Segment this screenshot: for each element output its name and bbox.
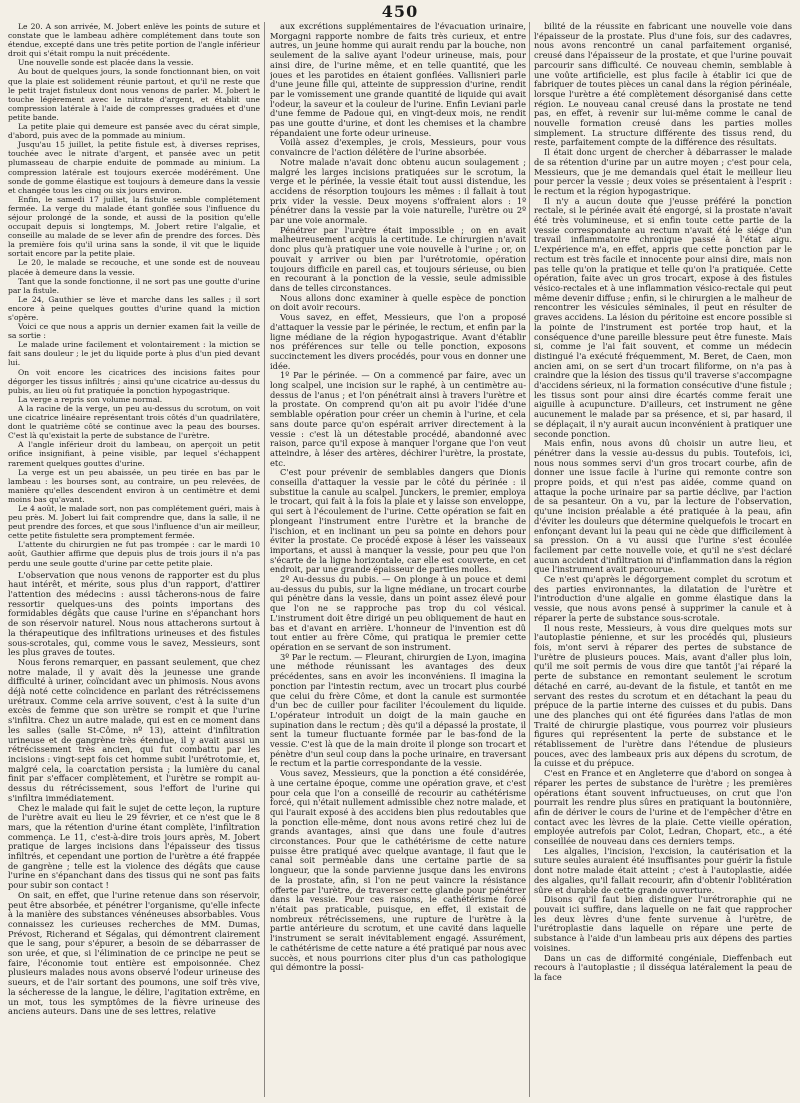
paragraph: Au bout de quelques jours, la sonde fonctionnant bien, on voit que la plaie est solidement réunie partout, et qu'il ne reste que le petit trajet fistuleux dont nous venons de parler. M. Jobert le touche légèrement avec le nitrate d'argent, et établit une compression latérale à l'aide de compresses graduées et d'une petite bande. <box>8 67 260 122</box>
paragraph: Disons qu'il faut bien distinguer l'urétroraphie qui ne pouvait ici suffire, dans laquelle on ne fait que rapprocher les deux lèvres d'une fente survenue à l'urètre, de l'urétroplastie dans laquelle on répare une perte de substance à l'aide d'un lambeau pris aux dépens des parties voisines. <box>534 894 792 953</box>
paragraph: 3º Par le rectum. — Fleurant, chirurgien de Lyon, imagina une méthode réunissant les avantages des deux précédentes, sans en avoir les inconvéniens. Il imagina la ponction par l'intestin rectum, avec un trocart plus courbé que celui du frère Côme, et dont la canule est surmontée d'un bec de cuiller pour faciliter l'écoulement du liquide. L'opérateur introduit un doigt de la main gauche en supination dans le rectum ; dès qu'il a dépassé la prostate, il sent la tumeur fluctuante formée par le bas-fond de la vessie. C'est là que de la main droite il plonge son trocart et pénètre d'un seul coup dans la poche urinaire, en traversant le rectum et la partie correspondante de la vessie. <box>270 651 526 769</box>
paragraph: Le 20. A son arrivée, M. Jobert enlève les points de suture et constate que le lambeau adhère complétement dans toute son étendue, excepté dans une très petite portion de l'angle inférieur droit qui s'était rompu la nuit précédente. <box>8 22 260 59</box>
paragraph: Le 4 août, le malade sort, non pas complétement guéri, mais à peu près. M. Jobert lui fait comprendre que, dans la salle, il ne peut prendre des forces, et que sous l'influence d'un air meilleur, cette petite fistulette sera promptement fermée. <box>8 503 260 541</box>
paragraph: Dans un cas de difformité congéniale, Dieffenbach eut recours à l'autoplastie ; il disséqua latéralement la peau de la face <box>534 952 792 982</box>
paragraph: Notre malade n'avait donc obtenu aucun soulagement ; malgré les larges incisions pratiquées sur le scrotum, la verge et le périnée, la vessie était tout aussi distendue, les accidens de résorption toujours les mêmes : il fallait à tout prix vider la vessie. Deux moyens s'offraient alors : 1º pénétrer dans la vessie par la voie naturelle, l'urètre ou 2º par une voie anormale. <box>270 156 526 226</box>
paragraph: Le 24, Gauthier se lève et marche dans les salles ; il sort encore à peine quelques gouttes d'urine quand la miction s'opère. <box>8 294 260 322</box>
paragraph: Il nous reste, Messieurs, à vous dire quelques mots sur l'autoplastie pénienne, et sur les procédés qui, plusieurs fois, m'ont servi à réparer des pertes de substance de l'urètre de plusieurs pouces. Mais, avant d'aller plus loin, qu'il me soit permis de vous dire que tantôt j'ai réparé la perte de substance en remontant seulement le scrotum détaché en carré, au-devant de la fistule, et tantôt en me servant des restes du scrotum et en détachant la peau du prépuce de la partie interne des cuisses et du pubis. Dans une des planches qui ont été figurées dans l'atlas de mon Traité de chirurgie plastique, vous pourrez voir plusieurs figures qui représentent la perte de substance et le rétablissement de l'urètre dans l'étendue de plusieurs pouces, avec des lambeaux pris aux dépens du scrotum, de la cuisse et du prépuce. <box>534 622 792 769</box>
paragraph: bilité de la réussite en fabricant une nouvelle voie dans l'épaisseur de la prostate. Plus d'une fois, sur des cadavres, nous avons rencontré un canal parfaitement organisé, creusé dans l'épaisseur de la prostate, et que l'urine pouvait parcourir sans difficulté. Ce nouveau chemin, semblable à une voûte artificielle, est plus facile à établir ici que de fabriquer de toutes pièces un canal dans la région périnéale, lorsque l'urètre a été complètement désorganisé dans cette région. Le nouveau canal creusé dans la prostate ne tend pas, en effet, à revenir sur lui-même comme le canal de nouvelle formation creusé dans les parties molles simplement. La structure différente des tissus rend, du reste, parfaitement compte de la différence des résultats. <box>534 22 792 148</box>
paragraph: Une nouvelle sonde est placée dans la vessie. <box>18 58 194 68</box>
paragraph: Mais enfin, nous avons dû choisir un autre lieu, et pénétrer dans la vessie au-dessus du pubis. Toutefois, ici, nous nous sommes servi d'un gros trocart courbe, afin de donner une issue facile à l'urine qui remonte contre son propre poids, et qui n'est pas aidée, comme quand on attaque la poche urinaire par sa partie déclive, par l'action de sa pesanteur. On a vu, par la lecture de l'observation, qu'une incision préalable a été pratiquée à la peau, afin d'éviter les douleurs que détermine quelquefois le trocart en enfonçant devant lui la peau qui ne cède que difficilement à sa pression. On a vu aussi que l'urine s'est écoulée facilement par cette nouvelle voie, et qu'il ne s'est déclaré aucun accident d'infiltration ni d'inflammation dans la région que l'instrument avait parcourue. <box>534 438 792 575</box>
paragraph: Enfin, le samedi 17 juillet, la fistule semble complétement fermée. La verge du malade étant gonflée sous l'influence du séjour prolongé de la sonde, et aussi de la position qu'elle occupait depuis si longtemps, M. Jobert retire l'algalie, et conseille au malade de se lever afin de prendre des forces. Dès la première fois qu'il urina sans la sonde, il vit que le liquide sortait encore par la petite plaie. <box>8 194 260 259</box>
paragraph: La verge a repris son volume normal. <box>18 394 163 404</box>
paragraph: 2º Au-dessus du pubis. — On plonge à un pouce et demi au-dessus du pubis, sur la ligne médiane, un trocart courbe qui pénètre dans la vessie, dans un point assez élevé pour que l'on ne se rapproche pas trop du col vésical. L'instrument doit être dirigé un peu obliquement de haut en bas et d'avant en arrière. L'honneur de l'invention est dû tout entier au frère Côme, qui pratiqua le premier cette opération en se servant de son instrument. <box>270 574 526 652</box>
paragraph: Tant que la sonde fonctionne, il ne sort pas une goutte d'urine par la fistule. <box>8 276 260 295</box>
paragraph: A l'angle inférieur droit du lambeau, on aperçoit un petit orifice insignifiant, à peine visible, par lequel s'échappent rarement quelques gouttes d'urine. <box>8 440 260 468</box>
paragraph: L'attente du chirurgien ne fut pas trompée : car le mardi 10 août, Gauthier affirme que depuis plus de trois jours il n'a pas perdu une seule goutte d'urine par cette petite plaie. <box>8 540 260 568</box>
paragraph: La verge est un peu abaissée, un peu tirée en bas par le lambeau : les bourses sont, au contraire, un peu relevées, de manière qu'elles descendent environ à un centimètre et demi moins bas qu'avant. <box>8 467 260 504</box>
paragraph: Le 20, le malade se recouche, et une sonde est de nouveau placée à demeure dans la vessie. <box>8 258 260 277</box>
paragraph: On voit encore les cicatrices des incisions faites pour dégorger les tissus infiltrés ; ainsi qu'une cicatrice au-dessus du pubis, au lieu où fut pratiquée la ponction hypogastrique. <box>8 367 260 395</box>
paragraph: Ce n'est qu'après le dégorgement complet du scrotum et des parties environnantes, la dilatation de l'urètre et l'introduction d'une algalie en gomme élastique dans la vessie, que nous avons pensé à supprimer la canule et à réparer la perte de substance sous-scrotale. <box>534 574 792 623</box>
paragraph: aux excrétions supplémentaires de l'évacuation urinaire, Morgagni rapporte nombre de faits très curieux, et entre autres, un jeune homme qui aurait rendu par la bouche, non seulement de la salive ayant l'odeur urineuse, mais, pour ainsi dire, de l'urine même, et en telle quantité, que les joues et les parotides en étaient gonflées. Vallisnieri parle d'une jeune fille qui, atteinte de suppression d'urine, rendit par le vomissement une grande quantité de liquide qui avait l'odeur, la saveur et la couleur de l'urine. Enfin Leviani parle d'une femme de Padoue qui, en vingt-deux mois, ne rendit pas une goutte d'urine, et dont les chemises et la chambre répandaient une forte odeur urineuse. <box>270 22 526 138</box>
paragraph: C'est en France et en Angleterre que d'abord on songea à réparer les pertes de substance de l'urètre ; les premières opérations étant souvent infructueuses, on crut que l'on pourrait les rendre plus sûres en pratiquant la boutonnière, afin de dériver le cours de l'urine et de l'empêcher d'être en contact avec les lèvres de la plaie. Cette vieille opération, employée autrefois par Colot, Ledran, Chopart, etc., a été conseillée de nouveau dans ces derniers temps. <box>534 768 792 847</box>
paragraph: Le malade urine facilement et volontairement : la miction se fait sans douleur ; le jet du liquide porte à plus d'un pied devant lui. <box>8 340 260 368</box>
text-column-middle <box>270 22 526 1097</box>
paragraph: Nous allons donc examiner à quelle espèce de ponction on doit avoir recours. <box>270 292 526 313</box>
paragraph: Les algalies, l'incision, l'excision, la cautérisation et la suture seules auraient été insuffisantes pour guérir la fistule dont notre malade était atteint ; c'est à l'autoplastie, aidée des algalies, qu'il fallait recourir, afin d'obtenir l'oblitération sûre et durable de cette grande ouverture. <box>534 845 792 895</box>
paragraph: 1º Par le périnée. — On a commencé par faire, avec un long scalpel, une incision sur le raphé, à un centimètre au-dessus de l'anus ; et l'on pénétrait ainsi à travers l'urètre et la prostate. On comprend qu'on ait pu avoir l'idée d'une semblable opération pour créer un chemin à l'urine, et cela sans doute parce qu'on espérait arriver directement à la vessie : c'est là un détestable procédé, abandonné avec raison, parce qu'il expose à manquer l'organe que l'on veut atteindre, à léser des artères, déchirer l'urètre, la prostate, etc. <box>270 370 526 468</box>
paragraph: Vous savez, en effet, Messieurs, que l'on a proposé d'attaquer la vessie par le périnée, le rectum, et enfin par la ligne médiane de la région hypogastrique. Avant d'établir nos préférences sur telle ou telle ponction, exposons succinctement les divers procédés, pour vous en donner une idée. <box>270 312 526 371</box>
paragraph: Voilà assez d'exemples, je crois, Messieurs, pour vous convaincre de l'action délétère de l'urine absorbée. <box>270 137 526 158</box>
paragraph: Pénétrer par l'urètre était impossible ; on en avait malheureusement acquis la certitude. Le chirurgien n'avait donc plus qu'à pratiquer une voie nouvelle à l'urine ; or, on pouvait y arriver ou bien par l'urétrotomie, opération toujours difficile en pareil cas, et toujours sérieuse, ou bien en recourant à la ponction de la vessie, seule admissible dans de telles circonstances. <box>270 224 526 293</box>
paragraph: Il était donc urgent de chercher à débarrasser le malade de sa rétention d'urine par un autre moyen ; c'est pour cela, Messieurs, que je me demandais quel était le meilleur lieu pour percer la vessie ; deux voies se présentaient à l'esprit : le rectum et la région hypogastrique. <box>534 147 792 196</box>
paragraph: A la racine de la verge, un peu au-dessus du scrotum, on voit une cicatrice linéaire représentant trois côtés d'un quadrilatère, dont le quatrième côté se continue avec la peau des bourses. C'est là qu'existait la perte de substance de l'urètre. <box>8 403 260 441</box>
paragraph: C'est pour prévenir de semblables dangers que Dionis conseilla d'attaquer la vessie par le côté du périnée : il substitue la canule au scalpel. Junckers, le premier, employa le trocart, qui fait à la fois la plaie et y laisse son enveloppe, qui sert à l'écoulement de l'urine. Cette opération se fait en plongeant l'instrument entre l'urètre et la branche de l'ischion, et en inclinant un peu sa pointe en dehors pour éviter la prostate. Ce procédé expose à léser les vaisseaux importans, et aussi à manquer la vessie, pour peu que l'on s'écarte de la ligne horizontale, car elle est couverte, en cet endroit, par une grande épaisseur de parties molles. <box>270 467 526 575</box>
paragraph: Chez le malade qui fait le sujet de cette leçon, la rupture de l'urètre avait eu lieu le 29 février, et ce n'est que le 8 mars, que la rétention d'urine étant complète, l'infiltration commença. Le 11, c'est-à-dire trois jours après, M. Jobert pratique de larges incisions dans l'épaisseur des tissus infiltrés, et cependant une portion de l'urètre a été frappée de gangrène ; telle est la violence des dégâts que cause l'urine en s'épanchant dans des tissus qui ne sont pas faits pour subir son contact ! <box>8 802 260 891</box>
text-column-right <box>534 22 792 1097</box>
text-column-left <box>8 22 260 1097</box>
column-divider <box>529 22 530 1097</box>
paragraph: Vous savez, Messieurs, que la ponction a été considérée, à une certaine époque, comme une opération grave, et c'est pour cela que l'on a conseillé de recourir au cathétérisme forcé, qui n'était nullement admissible chez notre malade, et qui l'aurait exposé à des accidens bien plus redoutables que la ponction elle-même, dont nous avons retiré chez lui de grands avantages, ainsi que dans une foule d'autres circonstances. Pour que le cathétérisme de cette nature puisse être pratiqué avec quelque avantage, il faut que le canal soit perméable dans une certaine partie de sa longueur, que la sonde parvienne jusque dans les environs de la prostate, afin, si l'on ne peut vaincre la résistance offerte par l'urètre, de traverser cette glande pour pénétrer dans la vessie. Pour ces raisons, le cathétérisme forcé n'était pas praticable, puisque, en effet, il existait de nombreux rétrécissemens, une rupture de l'urètre à la partie antérieure du scrotum, et une cavité dans laquelle l'instrument se serait inévitablement engagé. Assurément, le cathétérisme de cette nature a été pratiqué par nous avec succès, et nous pourrions citer plus d'un cas pathologique qui démontre la possi- <box>270 768 526 973</box>
paragraph: Jusqu'au 15 juillet, la petite fistule est, à diverses reprises, touchée avec le nitrate d'argent, et pansée avec un petit plumasseau de charpie enduite de pommade au minium. La compression latérale est toujours exercée modérément. Une sonde de gomme élastique est toujours à demeure dans la vessie et changée tous les cinq ou six jours environ. <box>8 140 260 195</box>
paragraph: L'observation que nous venons de rapporter est du plus haut intérêt, et mérite, sous plus d'un rapport, d'attirer l'attention des médecins : aussi tâcherons-nous de faire ressortir quelques-uns des points importans des formidables dégâts que cause l'urine en s'épanchant hors de son réservoir naturel. Nous nous attacherons surtout à la thérapeutique des infiltrations urineuses et des fistules sous-scrotales, qui, comme vous le savez, Messieurs, sont les plus graves de toutes. <box>8 569 260 658</box>
paragraph: Voici ce que nous a appris un dernier examen fait la veille de sa sortie : <box>8 322 260 341</box>
paragraph: On sait, en effet, que l'urine retenue dans son réservoir, peut être absorbée, et pénétrer l'organisme, qu'elle infecte à la manière des substances vénéneuses absorbables. Vous connaissez les curieuses recherches de MM. Dumas, Prévost, Richerand et Ségalas, qui démontrent clairement que le sang, pour s'épurer, a besoin de se débarrasser de son urée, et que, si l'élimination de ce principe ne peut se faire, l'économie tout entière est empoisonnée. Chez plusieurs malades nous avons observé l'odeur urineuse des sueurs, et de l'air sortant des poumons, une soif très vive, la sécheresse de la langue, le délire, l'agitation extrême, en un mot, tous les symptômes de la fièvre urineuse des anciens auteurs. Dans une de ses lettres, relative <box>8 889 260 1017</box>
paragraph: La petite plaie qui demeure est pansée avec du cérat simple, d'abord, puis avec de la pommade au minium. <box>8 122 260 141</box>
column-divider <box>264 22 265 1097</box>
paragraph: Il n'y a aucun doute que j'eusse préféré la ponction rectale, si le périnée avait été engorgé, si la prostate n'avait été très volumineuse, et si enfin toute cette partie de la vessie correspondante au rectum n'avait été le siége d'un travail inflammatoire chronique passé à l'état aigu. L'expérience m'a, en effet, appris que cette ponction par le rectum est très facile et innocente pour ainsi dire, mais non pas telle qu'on la pratique et telle qu'on l'a pratiquée. Cette opération, faite avec un gros trocart, expose à des fistules vésico-rectales et à une inflammation vésico-rectale qui peut même devenir diffuse ; enfin, si le chirurgien a le malheur de rencontrer les vésicules séminales, il peut en résulter de graves accidens. La lésion du péritoine est encore possible si la pointe de l'instrument est portée trop haut, et la conséquence d'une pareille blessure peut être funeste. Mais si, comme je l'ai fait souvent, et comme un médecin distingué l'a exécuté fréquemment, M. Beret, de Caen, mon ancien ami, on se sert d'un trocart filiforme, on n'a pas à craindre que la lésion des tissus qu'il traverse s'accompagne d'accidens sérieux, ni la formation consécutive d'une fistule ; les tissus sont pour ainsi dire écartés comme ferait une aiguille à acupuncture. D'ailleurs, cet instrument ne gêne aucunement le malade par sa présence, et si, par hasard, il se déplaçait, il n'y aurait aucun inconvénient à pratiquer une seconde ponction. <box>534 195 792 439</box>
page-number: 450 <box>381 2 419 21</box>
paragraph: Nous ferons remarquer, en passant seulement, que chez notre malade, il y avait dès la jeunesse une grande difficulté à uriner, coïncidant avec un phimosis. Nous avons déjà noté cette coïncidence en parlant des rétrécissemens urétraux. Comme cela arrive souvent, c'est à la suite d'un excès de femme que son urètre se rompit et que l'urine s'infiltra. Chez un autre malade, qui est en ce moment dans les salles (salle St-Côme, nº 13), atteint d'infiltration urineuse et de gangrène très étendue, il y avait aussi un rétrécissement très ancien, qui fut combattu par les incisions : vingt-sept fois cet homme subit l'urétrotomie, et, malgré cela, la coarctation persista ; la lumière du canal finit par s'effacer complètement, et l'urètre se rompit au-dessus du rétrécissement, sous l'effort de l'urine qui s'infiltra immédiatement. <box>8 656 260 803</box>
